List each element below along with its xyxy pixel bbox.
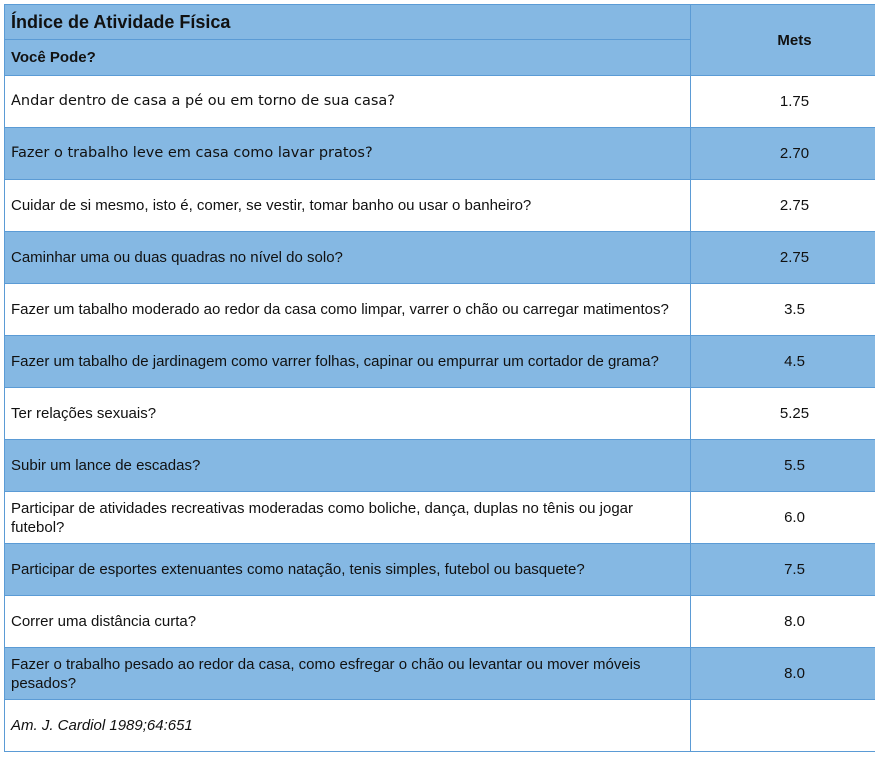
mets-cell: 6.0 — [691, 492, 875, 544]
mets-cell: 5.5 — [691, 440, 875, 492]
mets-cell: 2.70 — [691, 128, 875, 180]
table-subtitle: Você Pode? — [5, 40, 691, 76]
mets-cell: 3.5 — [691, 284, 875, 336]
table-title: Índice de Atividade Física — [5, 5, 691, 40]
activity-cell: Participar de atividades recreativas moderadas como boliche, dança, duplas no tênis ou jogar futebol? — [5, 492, 691, 544]
table-row — [5, 336, 875, 388]
mets-cell: 1.75 — [691, 76, 875, 128]
activity-cell: Caminhar uma ou duas quadras no nível do solo? — [5, 232, 691, 284]
mets-cell: 2.75 — [691, 180, 875, 232]
activity-cell: Subir um lance de escadas? — [5, 440, 691, 492]
citation-row — [5, 700, 875, 752]
mets-cell: 7.5 — [691, 544, 875, 596]
mets-cell: 5.25 — [691, 388, 875, 440]
activity-cell: Cuidar de si mesmo, isto é, comer, se vestir, tomar banho ou usar o banheiro? — [5, 180, 691, 232]
activity-cell: Andar dentro de casa a pé ou em torno de sua casa? — [5, 76, 691, 128]
mets-cell: 8.0 — [691, 648, 875, 700]
mets-cell: 8.0 — [691, 596, 875, 648]
activity-cell: Fazer um tabalho moderado ao redor da casa como limpar, varrer o chão ou carregar matimentos? — [5, 284, 691, 336]
table-row — [5, 232, 875, 284]
table-row — [5, 180, 875, 232]
table-header-row — [5, 5, 875, 40]
activity-cell: Correr uma distância curta? — [5, 596, 691, 648]
table-row — [5, 648, 875, 700]
activity-cell: Ter relações sexuais? — [5, 388, 691, 440]
activity-cell: Fazer o trabalho pesado ao redor da casa, como esfregar o chão ou levantar ou mover móveis pesados? — [5, 648, 691, 700]
physical-activity-table — [4, 4, 875, 752]
table-row — [5, 76, 875, 128]
table-row — [5, 596, 875, 648]
activity-cell: Participar de esportes extenuantes como natação, tenis simples, futebol ou basquete? — [5, 544, 691, 596]
activity-cell: Fazer um tabalho de jardinagem como varrer folhas, capinar ou empurrar um cortador de grama? — [5, 336, 691, 388]
citation-text: Am. J. Cardiol 1989;64:651 — [5, 700, 691, 752]
mets-column-header: Mets — [691, 5, 875, 76]
table-row — [5, 284, 875, 336]
table-row — [5, 128, 875, 180]
mets-cell: 4.5 — [691, 336, 875, 388]
table-row — [5, 544, 875, 596]
mets-cell: 2.75 — [691, 232, 875, 284]
activity-cell: Fazer o trabalho leve em casa como lavar pratos? — [5, 128, 691, 180]
empty-cell — [691, 700, 875, 752]
table-row — [5, 492, 875, 544]
table-row — [5, 388, 875, 440]
table-row — [5, 440, 875, 492]
